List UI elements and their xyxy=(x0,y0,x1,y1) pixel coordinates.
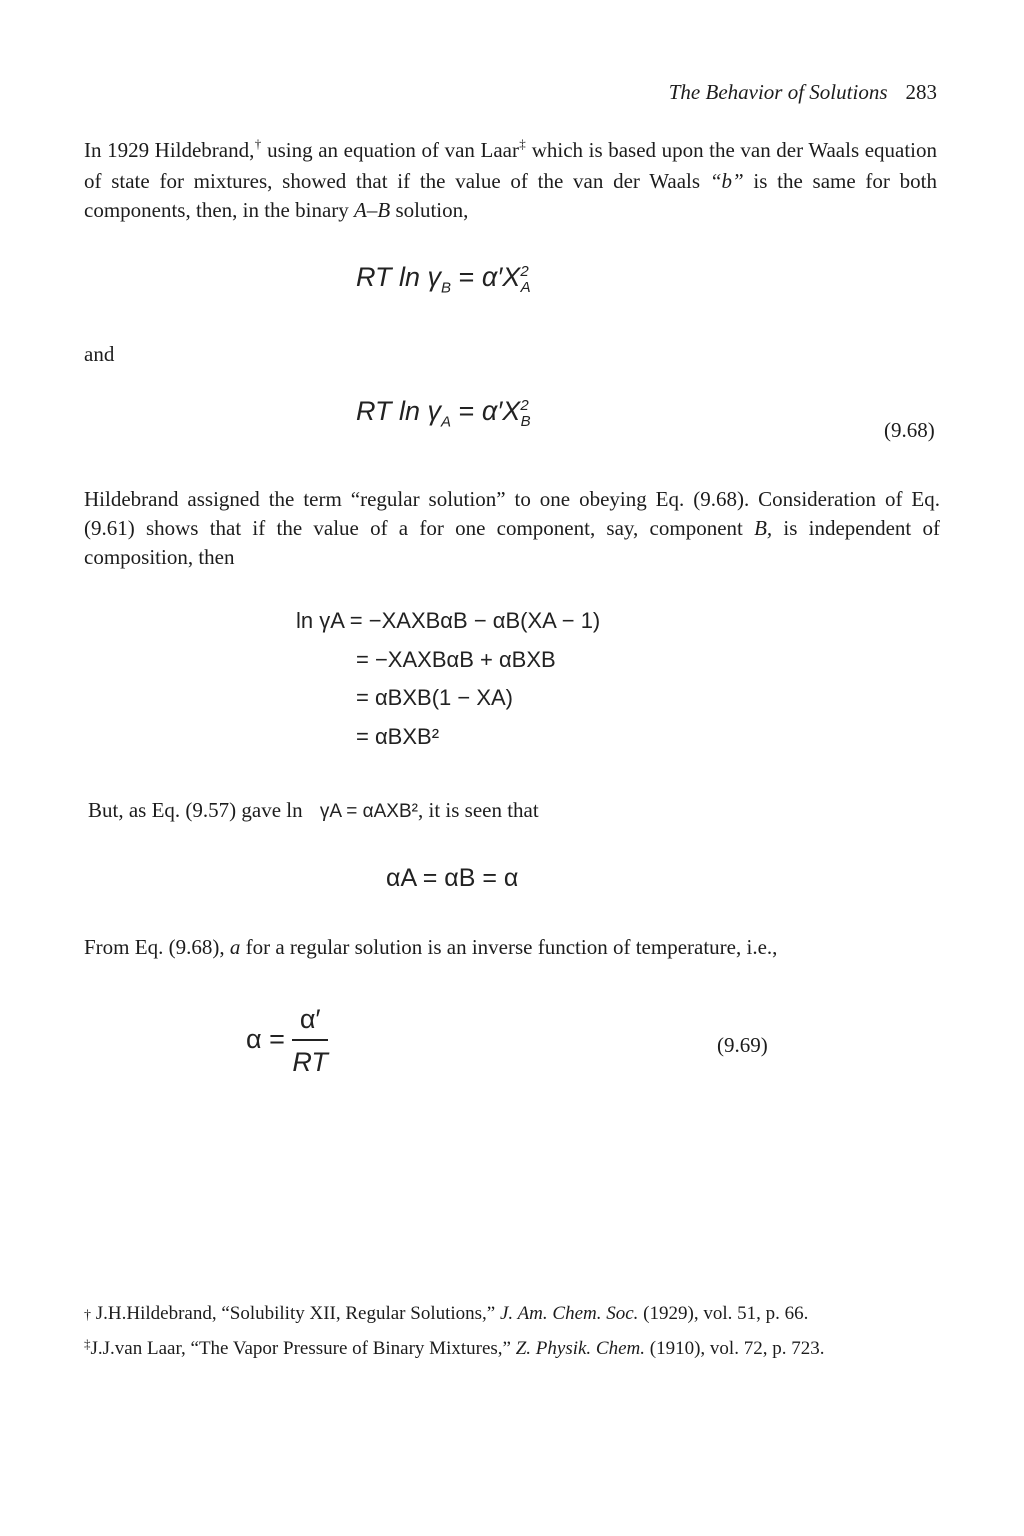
inline-equation-957: γA = αAXB² xyxy=(319,801,418,822)
equation-rt-ln-gamma-a: RT $\ln \gamma_A = \alpha'X^2_B$ xyxy=(356,396,531,431)
equation-number-9-69: (9.69) xyxy=(717,1033,768,1057)
running-header xyxy=(600,80,937,105)
fraction: $\frac{\alpha'}{RT}$ xyxy=(292,1004,328,1077)
footnote-1: † J.H.Hildebrand, “Solubility XII, Regular Solutions,” J. Am. Chem. Soc. (1929), vol. 51, p. 66. xyxy=(84,1303,809,1324)
footnote-ref-double-dagger: ‡ xyxy=(518,136,527,151)
paragraph-regular-solution: Hildebrand assigned the term “regular solution” to one obeying Eq. (9.68). Consideration of Eq. (9.61) shows that if the value of a for one component, say, component B, is independent of composition, then xyxy=(84,487,940,569)
paragraph-intro: In 1929 Hildebrand,† using an equation of van Laar‡ which is based upon the van der Waals equation of state for mixtures, showed that if the value of the van der Waals “b” is the same for both components, then, in the binary A–B solution, xyxy=(84,136,938,222)
derivation-line-1: ln γA = −XAXBαB − αB(XA − 1) xyxy=(296,608,601,633)
footnote-2: ‡J.J.van Laar, “The Vapor Pressure of Binary Mixtures,” Z. Physik. Chem. (1910), vol. 72, p. 723. xyxy=(84,1336,825,1359)
equation-alpha-equal: αA = αB = α xyxy=(386,864,519,892)
equation-number-9-68: (9.68) xyxy=(884,418,935,442)
equation-rt-ln-gamma-b: RT $\ln \gamma_B = \alpha'X^2_A$ xyxy=(356,262,531,297)
derivation-line-4: = αBXB² xyxy=(356,724,440,749)
connector-and: and xyxy=(84,342,115,366)
derivation-line-3: = αBXB(1 − XA) xyxy=(356,685,514,710)
footnote-ref-dagger: † xyxy=(254,136,262,151)
page-number: 283 xyxy=(905,80,937,104)
running-title: The Behavior of Solutions xyxy=(668,80,888,104)
paragraph-inverse-temperature: From Eq. (9.68), a for a regular solution is an inverse function of temperature, i.e., xyxy=(84,935,778,959)
equation-alpha-fraction: α = $\frac{\alpha'}{RT}$ xyxy=(246,1004,328,1077)
paragraph-eq-957: But, as Eq. (9.57) gave ln γA = αAXB², it is seen that xyxy=(88,798,539,822)
derivation-line-2: = −XAXBαB + αBXB xyxy=(356,647,556,672)
